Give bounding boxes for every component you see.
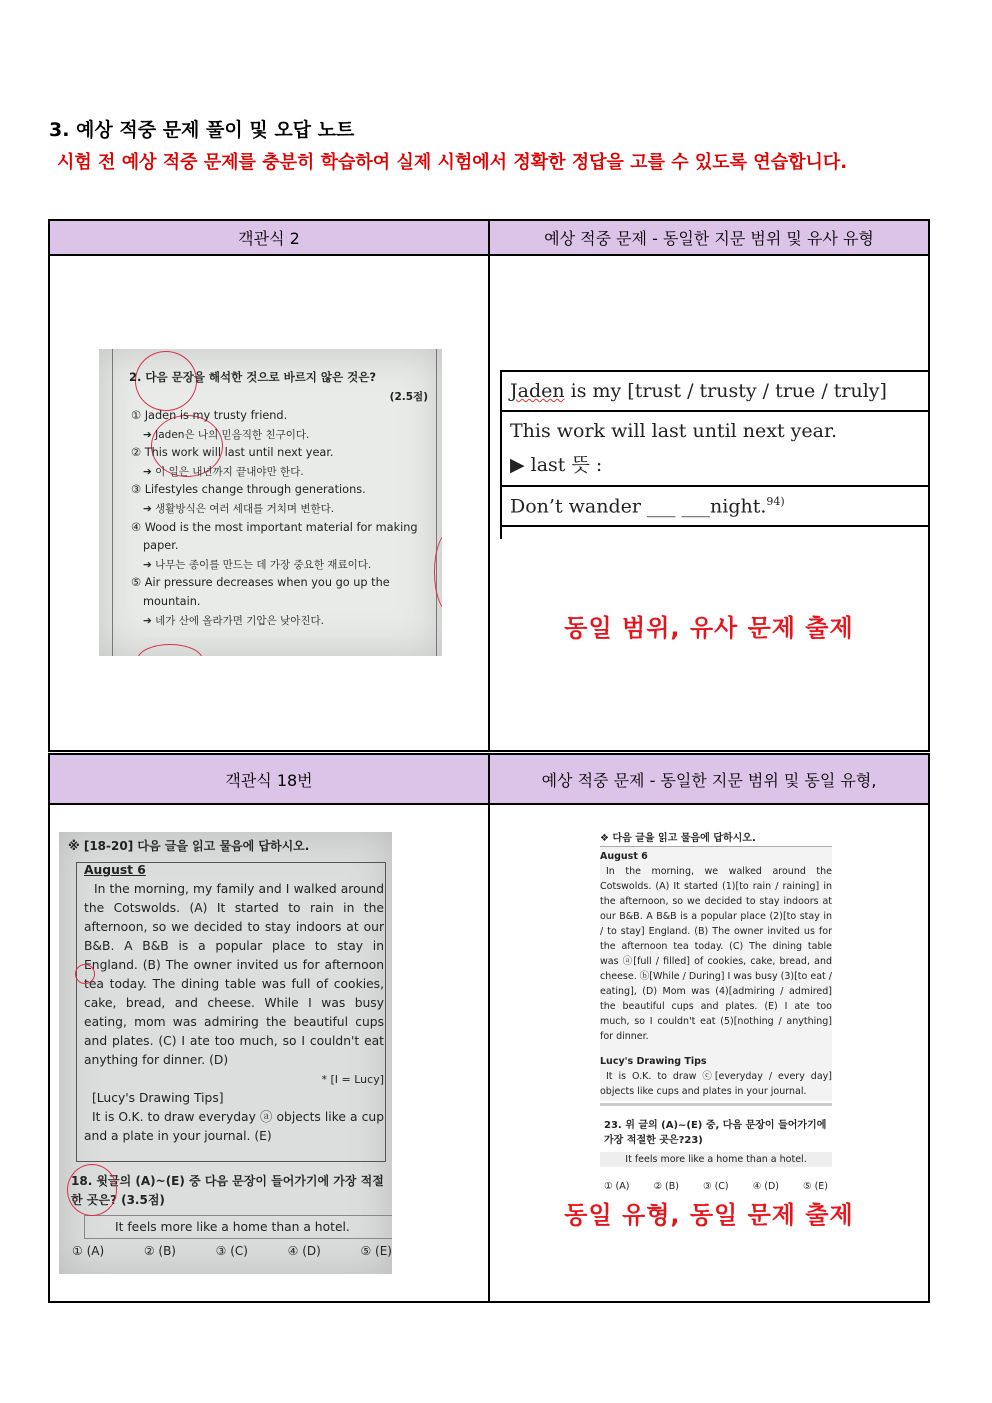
header-left: 객관식 2 [49,220,489,255]
intro-text: 시험 전 예상 적중 문제를 충분히 학습하여 실제 시험에서 정확한 정답을 고를 수 있도록 연습합니다. [57,152,848,173]
predicted-question-cell [490,805,928,1301]
predicted-question-cell [490,256,928,750]
header-right: 예상 적중 문제 - 동일한 지문 범위 및 유사 유형 [489,220,929,255]
note-same-type: 동일 유형, 동일 문제 출제 [564,1201,854,1229]
exam-scan-image-2: ※ [18-20] 다음 글을 읽고 물음에 답하시오. August 6 In the morning, my family and I walked around the Cotswolds. (A) It started to rain in the afternoon, so we decided to stay indoors at our B&B. A B&B is a popular place to stay in England. (B) The owner invited us for afternoon tea today. The dining table was full of cookies, cake, bread, and cheese. While I was busy eating, mom was admiring the beautiful cups and plates. (C) I ate too much, so I couldn't eat anything for dinner. (D) * [I = Lucy] [Lucy's Drawing Tips] It is O.K. to draw everyday ⓐ objects like a cup and a plate in your journal. (E) 18. 윗글의 (A)~(E) 중 다음 문장이 들어가기에 가장 적절한 곳은? (3.5점) It feels more like a home than a hotel. ① (A) ② (B) ③ (C) ④ (D) ⑤ (E) [59,832,392,1274]
sample-name: Jaden [510,380,565,402]
header-left: 객관식 18번 [49,754,489,804]
predicted-question-sample: Jaden is my [trust / trusty / true / truly] This work will last until next year. ▶ last 뜻 : Don’t wander ___ ___night.$^{94)}$ [500,370,930,527]
section-heading: 3. 예상 적중 문제 풀이 및 오답 노트 [49,119,355,141]
scan-question: 18. 윗글의 (A)~(E) 중 다음 문장이 들어가기에 가장 적절한 곳은? (3.5점) [71,1174,384,1207]
scan-points: (2.5점) [389,391,428,403]
scan-options: ① (A) ② (B) ③ (C) ④ (D) ⑤ (E) [72,1244,392,1258]
comparison-table-1 [48,219,930,752]
predicted-question-doc: ❖ 다음 글을 읽고 물음에 답하시오. August 6 In the morning, we walked around the Cotswolds. (A) It started (1)[to rain / raining] in the afternoon, so we decided to stay indoors at our B&B. A B&B is a popular place (2)[to stay in / to stay] England. (B) The owner invited us for the afternoon tea today. (C) The dining table was ⓐ[full / filled] of cookies, cake, bread, and cheese. ⓑ[While / During] I was busy (3)[to eat / eating], (D) Mom was (4)[admiring / admired] the beautiful cups and plates. (E) I ate too much, so I couldn't eat (5)[nothing / anything] for dinner. Lucy's Drawing Tips It is O.K. to draw ⓒ[everyday / every day] objects like cups and plates in your journal. 23. 위 글의 (A)~(E) 중, 다음 문장이 들어가기에 가장 적절한 곳은?23) It feels more like a home than a hotel. ① (A) ② (B) ③ (C) ④ (D) ⑤ (E) [600,833,832,1192]
header-right: 예상 적중 문제 - 동일한 지문 범위 및 동일 유형, [489,754,929,804]
scan-lines: ① Jaden is my trusty friend. ➔ Jaden은 나의 믿음직한 친구이다. ② This work will last until next year. ➔ 이 일은 내년까지 끝내야만 한다. ③ Lifestyles change through generations. ➔ 생활방식은 여러 세대를 거치며 변한다. ④ Wood is the most important material for making paper. ➔ 나무는 종이를 만드는 데 가장 중요한 재료이다. ⑤ Air pressure decreases when you go up the mountain. ➔ 네가 산에 올라가면 기압은 낮아진다. [131,409,418,627]
exam-scan-cell [50,256,488,750]
scan-passage: August 6 In the morning, my family and I walked around the Cotswolds. (A) It started to rain in the afternoon, so we decided to stay indoors at our B&B. A B&B is a popular place to stay in England. (B) The owner invited us for afternoon tea today. The dining table was full of cookies, cake, bread, and cheese. While I was busy eating, mom was admiring the beautiful cups and plates. (C) I ate too much, so I couldn't eat anything for dinner. (D) * [I = Lucy] [Lucy's Drawing Tips] It is O.K. to draw everyday ⓐ objects like a cup and a plate in your journal. (E) [84,863,384,1143]
exam-scan-image [99,349,442,656]
exam-scan-cell [50,805,488,1301]
comparison-table-2 [48,753,930,1303]
note-same-range: 동일 범위, 유사 문제 출제 [564,614,854,642]
scan-question: 2. 다음 문장을 해석한 것으로 바르지 않은 것은? [129,370,377,384]
